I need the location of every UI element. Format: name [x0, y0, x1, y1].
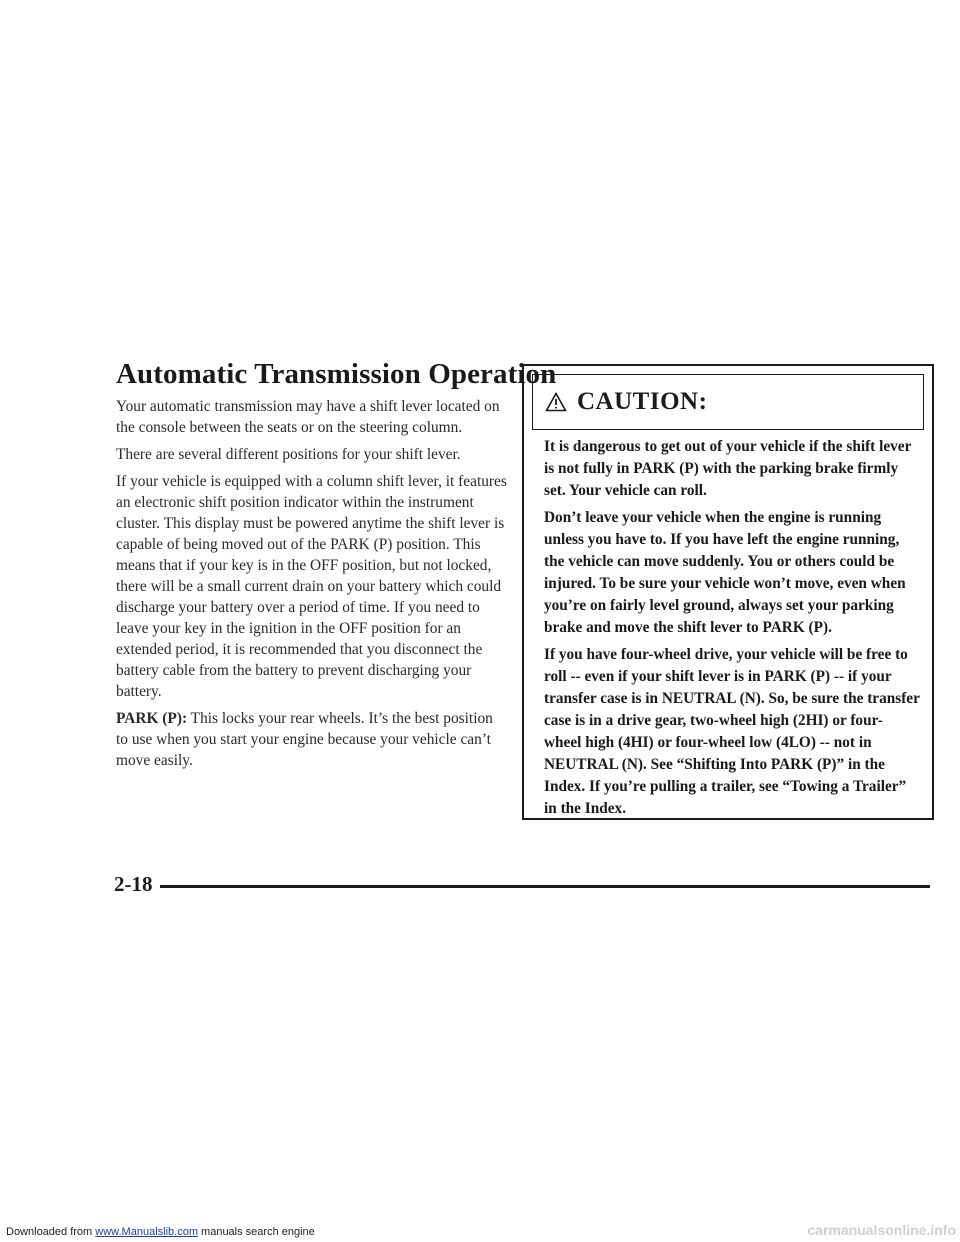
- page-number: 2-18: [114, 872, 153, 896]
- park-text: This locks your rear wheels. It’s the best position to use when you start your engine because your vehicle can’t move easily.: [116, 710, 493, 769]
- download-suffix: manuals search engine: [197, 1226, 315, 1238]
- caution-header: [532, 374, 924, 430]
- footer-rule: [160, 885, 930, 888]
- download-notice: [6, 1226, 315, 1238]
- paragraph-shift-positions: There are several different positions for your shift lever.: [116, 446, 461, 463]
- section-heading: Automatic Transmission Operation: [116, 358, 557, 390]
- caution-title: CAUTION:: [577, 388, 708, 415]
- download-prefix: Downloaded from: [6, 1226, 96, 1238]
- manualslib-link[interactable]: www.Manualslib.com: [95, 1226, 198, 1238]
- park-label: PARK (P):: [116, 710, 188, 727]
- paragraph-park: [116, 708, 508, 771]
- caution-paragraph-engine-running: Don’t leave your vehicle when the engine is running unless you have to. If you have left the engine running, the vehicle can move suddenly. You or others could be injured. To be sure your vehicle won’t move, even when you’re on fairly level ground, always set your parking brake and move the shift lever to PARK (P).: [544, 509, 906, 636]
- paragraph-shift-lever-location: Your automatic transmission may have a shift lever located on the console between the seats or on the steering column.: [116, 398, 500, 436]
- warning-triangle-icon: [545, 392, 567, 412]
- caution-paragraph-roll: It is dangerous to get out of your vehicle if the shift lever is not fully in PARK (P) with the parking brake firmly set. Your vehicle can roll.: [544, 438, 912, 499]
- caution-paragraph-four-wheel-drive: If you have four-wheel drive, your vehicle will be free to roll -- even if your shift lever is in PARK (P) -- if your transfer case is in NEUTRAL (N). So, be sure the transfer case is in a drive gear, two-wheel high (2HI) or four-wheel high (4HI) or four-wheel low (4LO) -- not in NEUTRAL (N). See “Shifting Into PARK (P)” in the Index. If you’re pulling a trailer, see “Towing a Trailer” in the Index.: [544, 646, 920, 817]
- caution-box: [522, 364, 934, 820]
- body-text: [116, 396, 508, 777]
- caution-body: [544, 436, 920, 825]
- paragraph-column-shift: If your vehicle is equipped with a column shift lever, it features an electronic shift position indicator within the instrument cluster. This display must be powered anytime the shift lever is capable of being moved out of the PARK (P) position. This means that if your key is in the OFF position, but not locked, there will be a small current drain on your battery which could discharge your battery over a period of time. If you need to leave your key in the ignition in the OFF position for an extended period, it is recommended that you disconnect the battery cable from the battery to prevent discharging your battery.: [116, 473, 507, 700]
- watermark: carmanualsonline.info: [807, 1222, 956, 1238]
